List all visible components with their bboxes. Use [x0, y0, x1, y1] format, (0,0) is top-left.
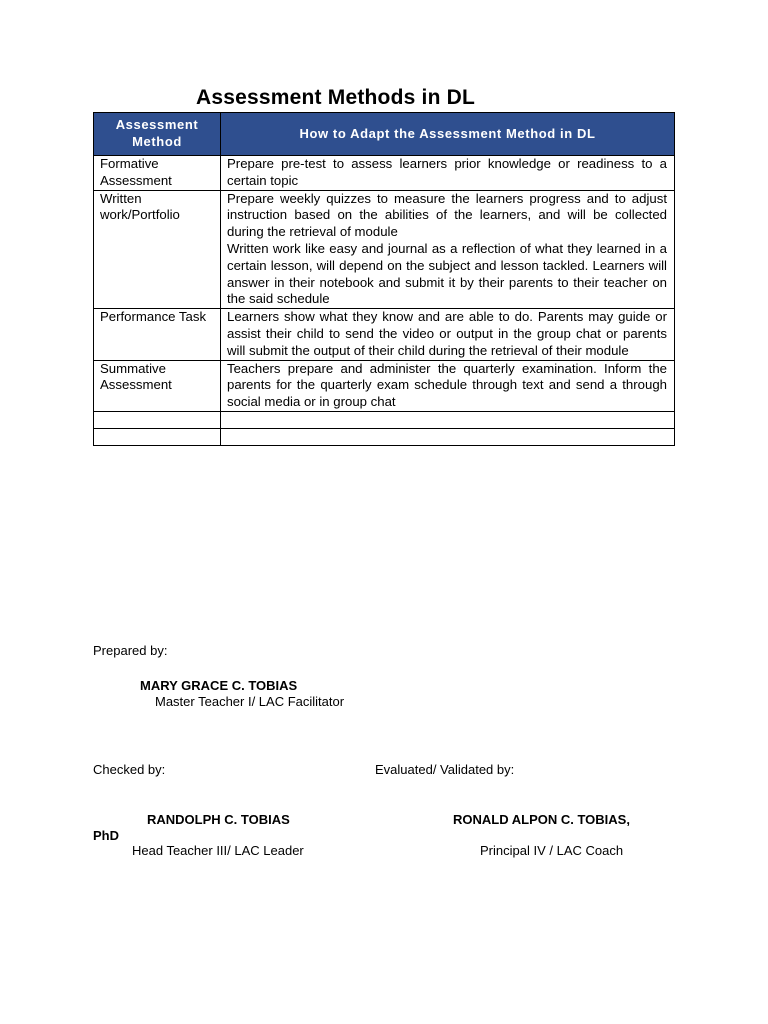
prepared-by-name: MARY GRACE C. TOBIAS — [140, 678, 298, 693]
evaluated-by-label: Evaluated/ Validated by: — [375, 762, 515, 777]
table-row-empty — [94, 428, 675, 445]
how-cell: Prepare pre-test to assess learners prior knowledge or readiness to a certain topic — [221, 156, 675, 191]
how-cell — [221, 428, 675, 445]
evaluated-by-name-suffix: PhD — [93, 828, 119, 843]
checked-by-name: RANDOLPH C. TOBIAS — [147, 812, 290, 827]
method-cell — [94, 428, 221, 445]
how-cell: Teachers prepare and administer the quarterly examination. Inform the parents for the quarterly exam schedule through text and send a through social media or in group chat — [221, 360, 675, 411]
how-cell — [221, 190, 675, 309]
how-cell: Learners show what they know and are able to do. Parents may guide or assist their child to send the video or output in the group chat or parents will submit the output of their child during the retrieval of their module — [221, 309, 675, 360]
checked-by-position: Head Teacher III/ LAC Leader — [132, 843, 304, 858]
prepared-by-position: Master Teacher I/ LAC Facilitator — [155, 694, 345, 709]
header-assessment-method: Assessment Method — [94, 113, 221, 156]
table-header-row — [94, 113, 675, 156]
assessment-methods-table — [93, 112, 675, 446]
how-cell — [221, 411, 675, 428]
evaluated-by-name: RONALD ALPON C. TOBIAS, — [453, 812, 630, 827]
page-title: Assessment Methods in DL — [196, 86, 476, 109]
method-cell: Performance Task — [94, 309, 221, 360]
table-row — [94, 360, 675, 411]
table-row — [94, 190, 675, 309]
table-row — [94, 156, 675, 191]
method-cell: Formative Assessment — [94, 156, 221, 191]
how-paragraph: Written work like easy and journal as a reflection of what they learned in a certain lesson, will depend on the subject and lesson tackled. Learners will answer in their notebook and submit it by their parents to their teacher on the said schedule — [227, 240, 667, 307]
method-cell — [94, 411, 221, 428]
checked-by-label: Checked by: — [93, 762, 166, 777]
table-row — [94, 309, 675, 360]
method-cell: Summative Assessment — [94, 360, 221, 411]
header-how-to-adapt: How to Adapt the Assessment Method in DL — [221, 113, 675, 156]
how-paragraph: Prepare weekly quizzes to measure the learners progress and to adjust instruction based on the abilities of the learners, and will be collected during the retrieval of module — [227, 190, 667, 240]
evaluated-by-position: Principal IV / LAC Coach — [480, 843, 624, 858]
table-row-empty — [94, 411, 675, 428]
method-cell: Written work/Portfolio — [94, 190, 221, 309]
prepared-by-label: Prepared by: — [93, 643, 168, 658]
